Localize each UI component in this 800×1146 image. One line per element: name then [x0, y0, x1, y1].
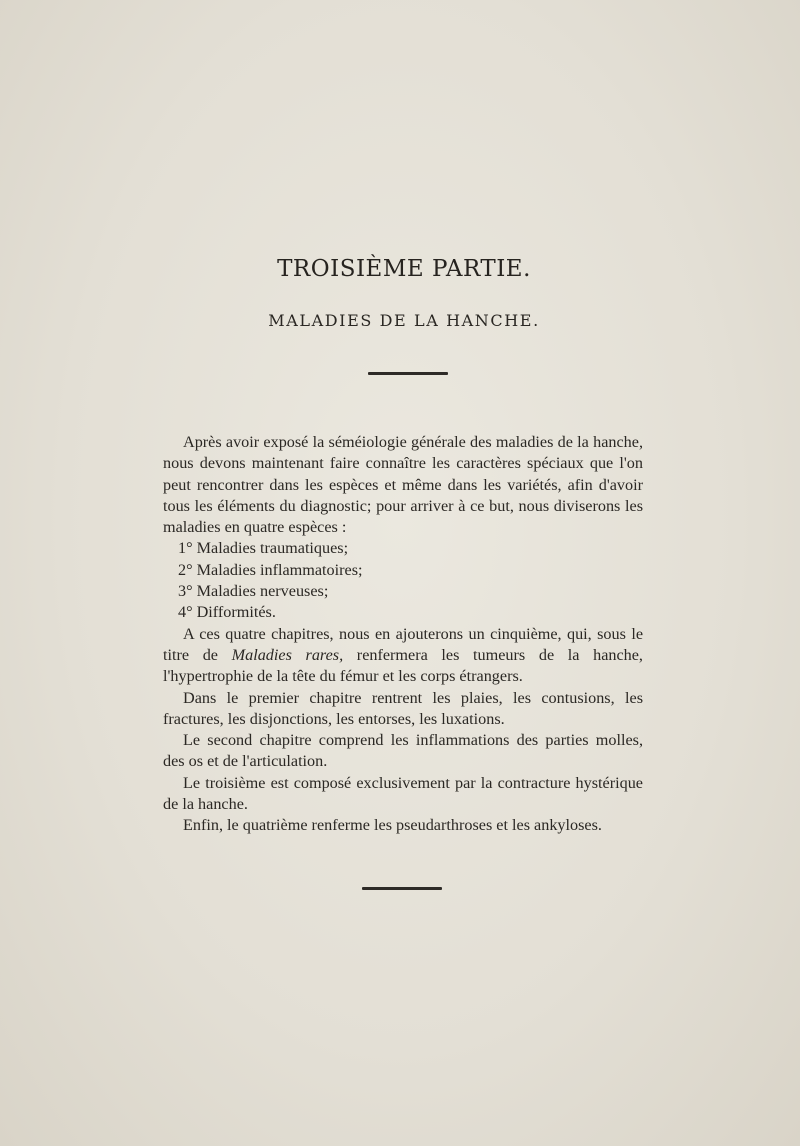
first-chapter-paragraph: Dans le premier chapitre rentrent les plaies, les contusions, les fractures, les disjonctions, les entorses, les luxations.	[163, 688, 643, 728]
part-title: TROISIÈME PARTIE.	[277, 256, 531, 282]
fifth-chapter-text-b: renfermera les tumeurs de la hanche, l'hypertrophie de la tête du fémur et les corps étrangers.	[163, 645, 643, 686]
body-text	[163, 432, 643, 837]
intro-paragraph: Après avoir exposé la séméiologie générale des maladies de la hanche, nous devons maintenant faire connaître les caractères spéciaux que l'on peut rencontrer dans les espèces et même dans les variétés, afin d'avoir tous les éléments du diagnostic; pour arriver à ce but, nous diviserons les maladies en quatre espèces :	[163, 433, 643, 537]
bottom-divider-rule	[362, 887, 442, 890]
list-item-traumatic: 1° Maladies traumatiques;	[178, 539, 349, 558]
third-chapter-paragraph: Le troisième est composé exclusivement par la contracture hystérique de la hanche.	[163, 773, 643, 814]
list-item-inflammatory: 2° Maladies inflammatoires;	[178, 560, 363, 579]
fifth-chapter-text-a: A ces quatre chapitres, nous en ajouterons un cinquième, qui, sous le titre de	[163, 624, 643, 664]
fifth-chapter-paragraph	[163, 624, 643, 688]
list-item-nervous: 3° Maladies nerveuses;	[178, 582, 329, 601]
second-chapter-paragraph: Le second chapitre comprend les inflammations des parties molles, des os et de l'articulation.	[163, 731, 643, 771]
rare-diseases-term: Maladies rares,	[231, 645, 344, 664]
part-subtitle: MALADIES DE LA HANCHE.	[268, 311, 540, 330]
fourth-chapter-paragraph: Enfin, le quatrième renferme les pseudarthroses et les ankyloses.	[183, 816, 602, 835]
list-item-deformities: 4° Difformités.	[178, 603, 276, 622]
top-divider-rule	[368, 372, 448, 375]
